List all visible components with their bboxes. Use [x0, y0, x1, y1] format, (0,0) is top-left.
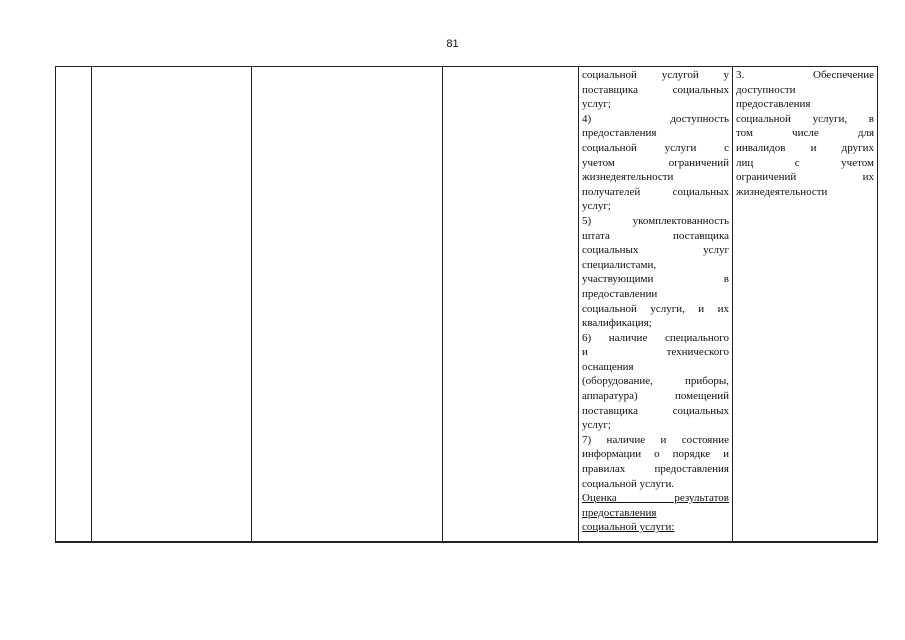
document-table	[55, 66, 878, 543]
text-line: предоставлении	[582, 287, 658, 300]
text-line: информации о порядке и	[582, 448, 729, 461]
text-line: предоставления	[736, 98, 811, 111]
text-line: социальной услугой у	[582, 69, 729, 81]
text-line: (оборудование, приборы,	[582, 375, 729, 388]
text-line: услуг;	[582, 98, 611, 111]
text-line: социальной услуги.	[582, 477, 675, 490]
text-line: 4) доступность	[582, 112, 729, 125]
page-number: 81	[446, 38, 459, 50]
text-line: предоставления	[582, 127, 657, 140]
text-line: 5) укомплектованность	[582, 214, 729, 227]
table-cell-service-name	[92, 67, 252, 543]
text-line: предоставления	[582, 506, 657, 519]
text-line: услуг;	[582, 200, 611, 213]
text-line: социальной услуги, и их	[582, 302, 729, 315]
table-cell-quality-indicators	[579, 67, 733, 543]
text-line: инвалидов и других	[736, 141, 874, 154]
text-line: услуг;	[582, 419, 611, 432]
text-line: аппаратура) помещений	[582, 390, 729, 403]
text-line: социальной услуги, в	[736, 112, 874, 125]
text-line: жизнедеятельности	[736, 185, 828, 198]
text-line: поставщика социальных	[582, 404, 729, 417]
text-line: социальной услуги с	[582, 141, 729, 154]
table-bottom-rule	[55, 541, 877, 542]
table-cell-term	[443, 67, 579, 543]
table-cell-number	[56, 67, 92, 543]
text-line: штата поставщика	[582, 229, 729, 242]
text-line: специалистами,	[582, 258, 657, 271]
text-line: лиц с учетом	[736, 156, 874, 169]
text-line: 3. Обеспечение	[736, 69, 874, 81]
text-line: учетом ограничений	[582, 156, 729, 169]
text-line: участвующими в	[582, 273, 729, 286]
quality-indicators-text	[582, 68, 729, 535]
text-line: 7) наличие и состояние	[582, 433, 729, 446]
table-cell-service-description	[252, 67, 443, 543]
conditions-text	[736, 68, 874, 199]
text-line: квалификация;	[582, 317, 652, 330]
table-row	[56, 67, 878, 543]
text-line: жизнедеятельности	[582, 171, 674, 184]
text-line: поставщика социальных	[582, 83, 729, 96]
text-line: и технического	[582, 346, 729, 359]
text-line: социальной услуги:	[582, 521, 675, 534]
text-line: получателей социальных	[582, 185, 729, 198]
text-line: Оценка результатов	[582, 492, 729, 505]
text-line: 6) наличие специального	[582, 331, 729, 344]
text-line: правилах предоставления	[582, 463, 729, 476]
text-line: доступности	[736, 83, 796, 96]
table-cell-conditions	[733, 67, 878, 543]
text-line: оснащения	[582, 360, 634, 373]
text-line: ограничений их	[736, 171, 874, 184]
text-line: том числе для	[736, 127, 874, 140]
text-line: социальных услуг	[582, 244, 729, 257]
